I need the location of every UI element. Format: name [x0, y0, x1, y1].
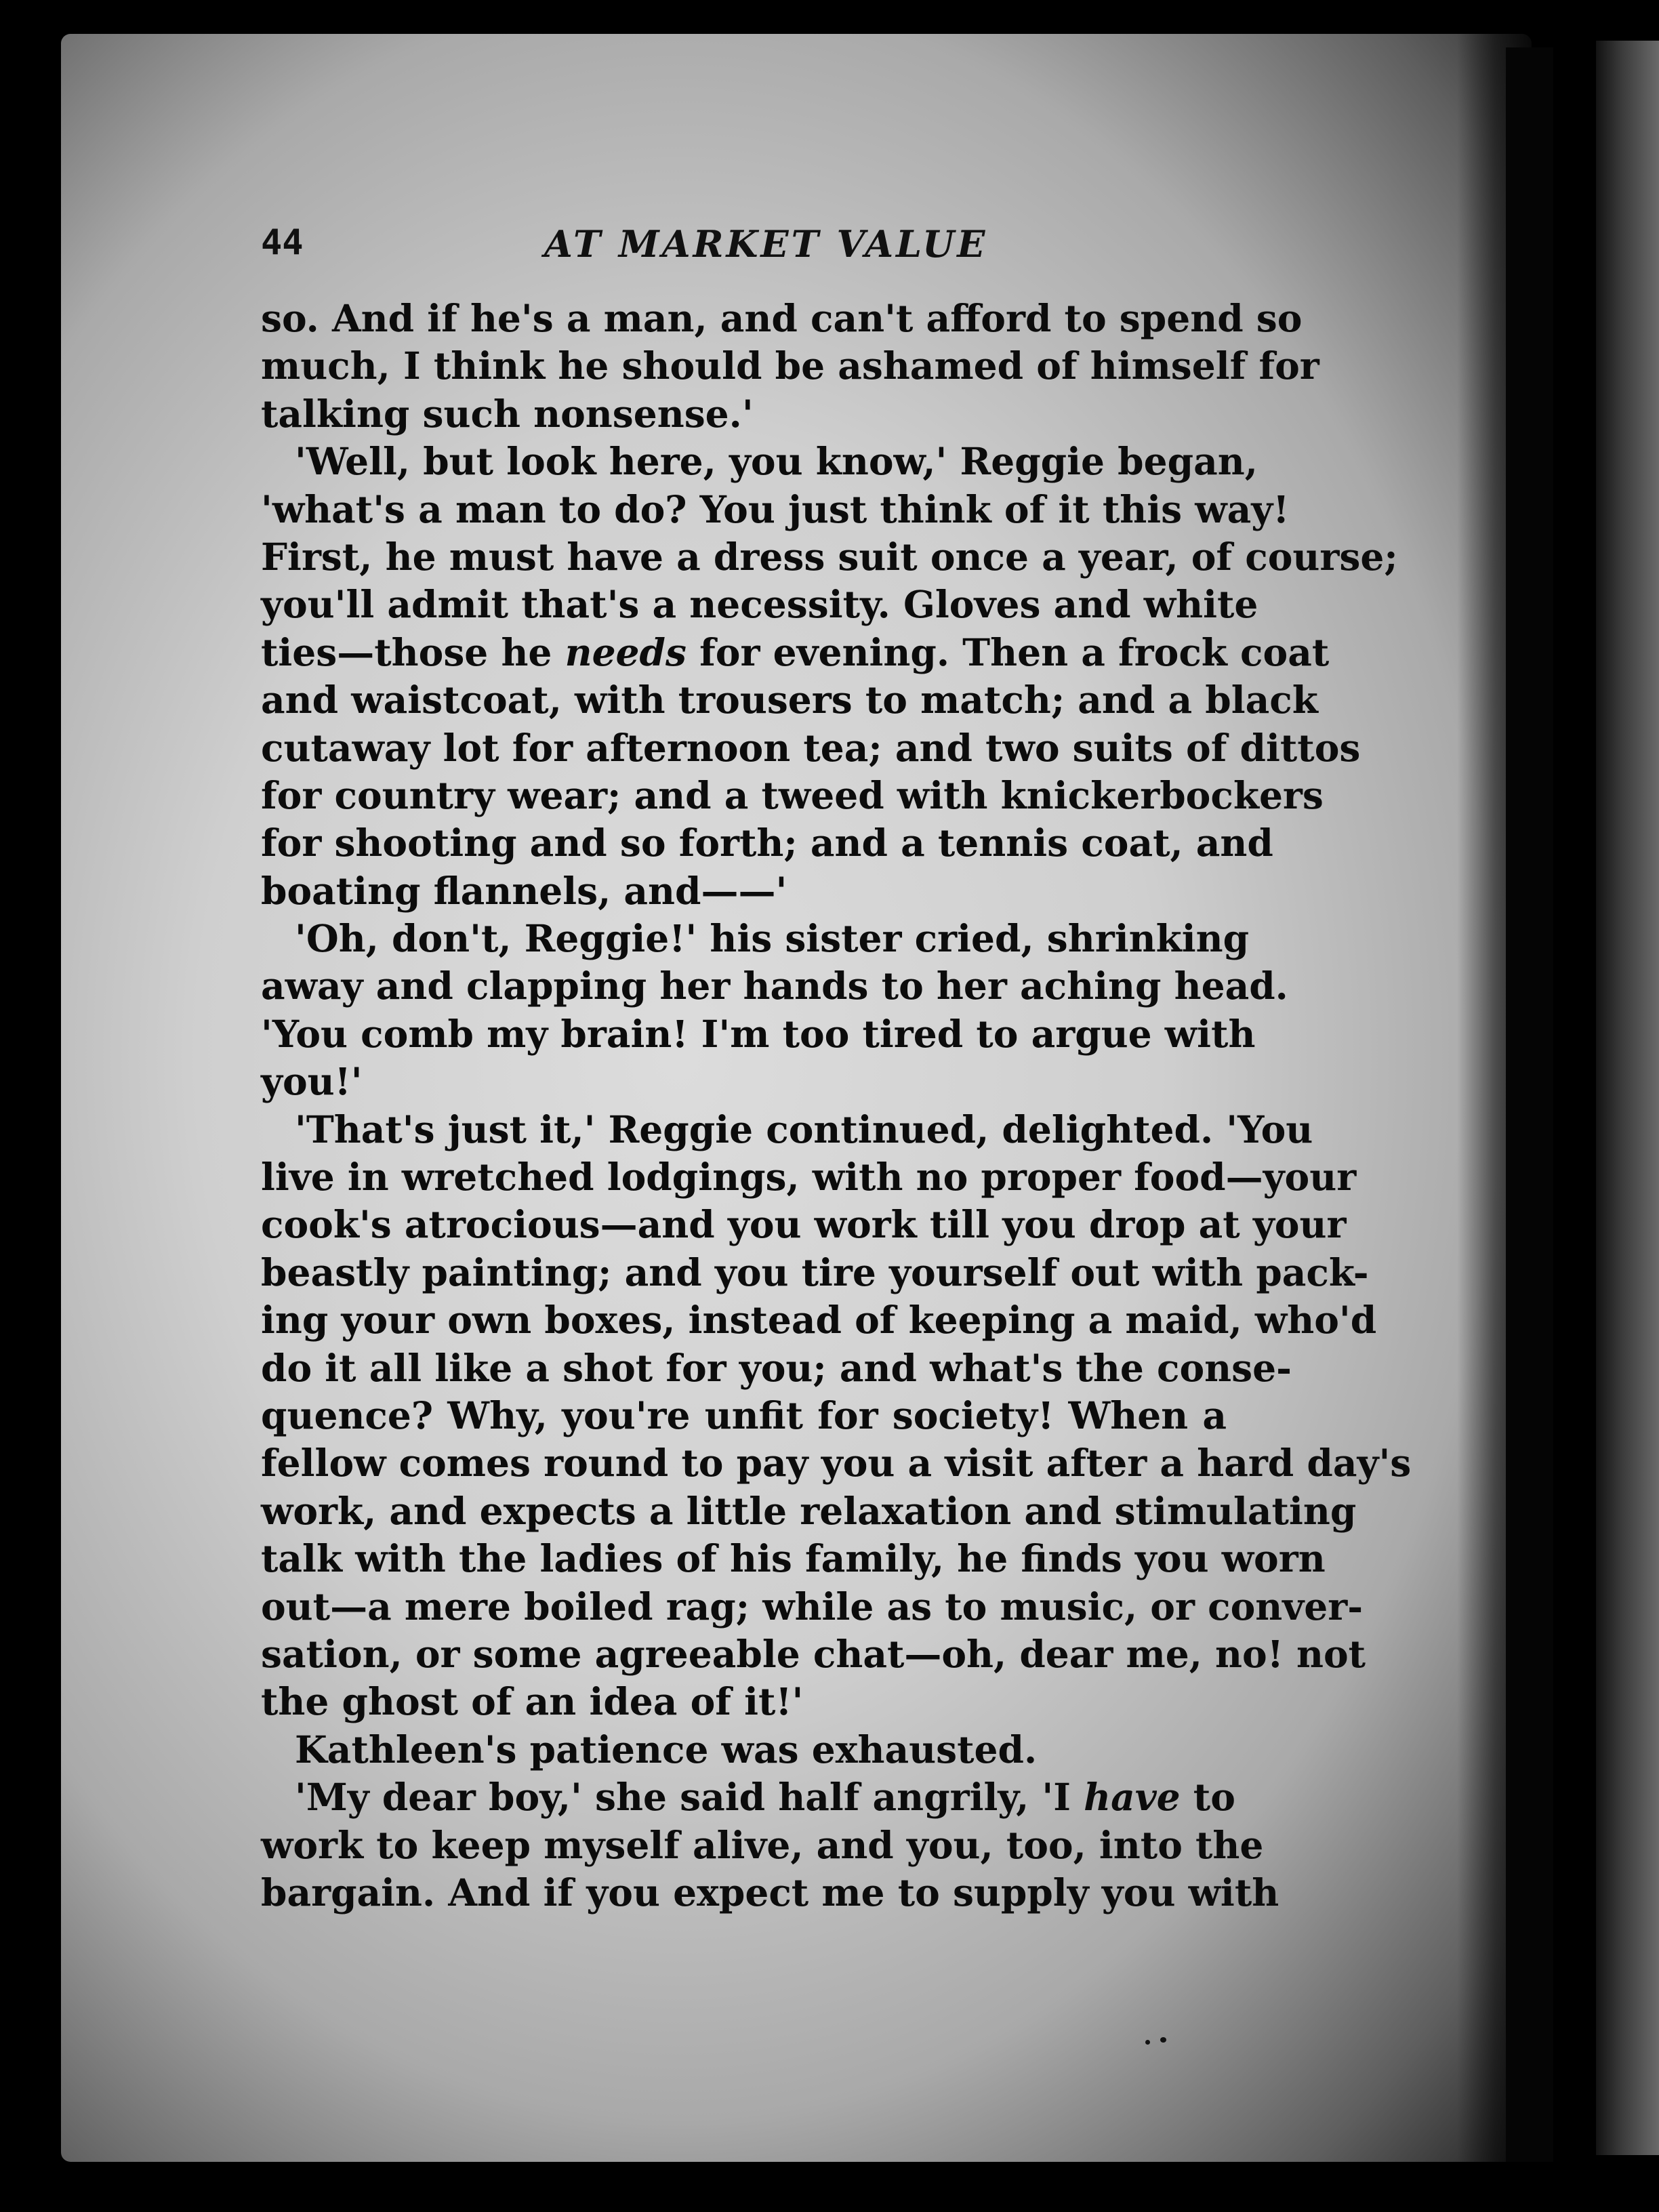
text-line: 'You comb my brain! I'm too tired to argue with	[261, 1011, 1256, 1056]
text-run: to	[1180, 1775, 1235, 1820]
text-line: live in wretched lodgings, with no proper food—your	[261, 1155, 1357, 1200]
speck	[1145, 2040, 1150, 2045]
text-line: do it all like a shot for you; and what's the conse-	[261, 1345, 1292, 1390]
text-line: First, he must have a dress suit once a year, of course;	[261, 534, 1398, 579]
text-line: much, I think he should be ashamed of himself for	[261, 344, 1319, 388]
text-line: out—a mere boiled rag; while as to music, or conver-	[261, 1584, 1364, 1629]
text-line: you!'	[261, 1059, 363, 1104]
text-line: and waistcoat, with trousers to match; and a black	[261, 678, 1318, 722]
text-line: so. And if he's a man, and can't afford to spend so	[261, 296, 1303, 340]
text-line: 'what's a man to do? You just think of it this way!	[261, 487, 1290, 531]
text-line: for country wear; and a tweed with knickerbockers	[261, 773, 1324, 817]
text-run: for evening. Then a frock coat	[686, 630, 1330, 674]
text-line: Kathleen's patience was exhausted.	[295, 1727, 1038, 1771]
text-line: talk with the ladies of his family, he finds you worn	[261, 1536, 1326, 1581]
page-number: 44	[261, 222, 304, 263]
gutter	[1506, 47, 1553, 2162]
text-line: 'Well, but look here, you know,' Reggie began,	[295, 439, 1258, 484]
text-line: beastly painting; and you tire yourself out with pack-	[261, 1250, 1369, 1294]
next-page-edge	[1596, 41, 1659, 2155]
text-line: cutaway lot for afternoon tea; and two suits of dittos	[261, 725, 1361, 770]
italic-word: needs	[565, 630, 687, 674]
text-line: quence? Why, you're unfit for society! When a	[261, 1393, 1227, 1437]
text-line: work to keep myself alive, and you, too, into the	[261, 1822, 1264, 1867]
text-line: work, and expects a little relaxation and stimulating	[261, 1488, 1357, 1533]
running-head: AT MARKET VALUE	[544, 222, 988, 266]
text-line: for shooting and so forth; and a tennis coat, and	[261, 821, 1273, 865]
text-line: you'll admit that's a necessity. Gloves and white	[261, 582, 1258, 627]
text-line: boating flannels, and——'	[261, 868, 787, 913]
body-text	[261, 295, 1412, 1917]
text-line: ing your own boxes, instead of keeping a maid, who'd	[261, 1298, 1377, 1343]
italic-word: have	[1084, 1775, 1181, 1820]
text-line: 'Oh, don't, Reggie!' his sister cried, shrinking	[295, 916, 1250, 961]
page-header	[261, 222, 1223, 270]
text-line: the ghost of an idea of it!'	[261, 1679, 804, 1724]
text-line: talking such nonsense.'	[261, 391, 754, 436]
text-line: 'That's just it,' Reggie continued, delighted. 'You	[295, 1107, 1313, 1151]
text-run: 'My dear boy,' she said half angrily, 'I	[295, 1775, 1084, 1820]
text-line: away and clapping her hands to her aching head.	[261, 964, 1288, 1008]
text-line: sation, or some agreeable chat—oh, dear me, no! not	[261, 1631, 1366, 1676]
text-line: fellow comes round to pay you a visit after a hard day's	[261, 1441, 1412, 1486]
print-specks	[1145, 2040, 1172, 2047]
text-line: cook's atrocious—and you work till you drop at your	[261, 1202, 1347, 1247]
text-line-with-italic	[261, 629, 1330, 676]
text-run: ties—those he	[261, 630, 565, 674]
text-line-with-italic	[261, 1774, 1235, 1821]
text-line: bargain. And if you expect me to supply you with	[261, 1870, 1279, 1914]
speck	[1160, 2037, 1166, 2043]
